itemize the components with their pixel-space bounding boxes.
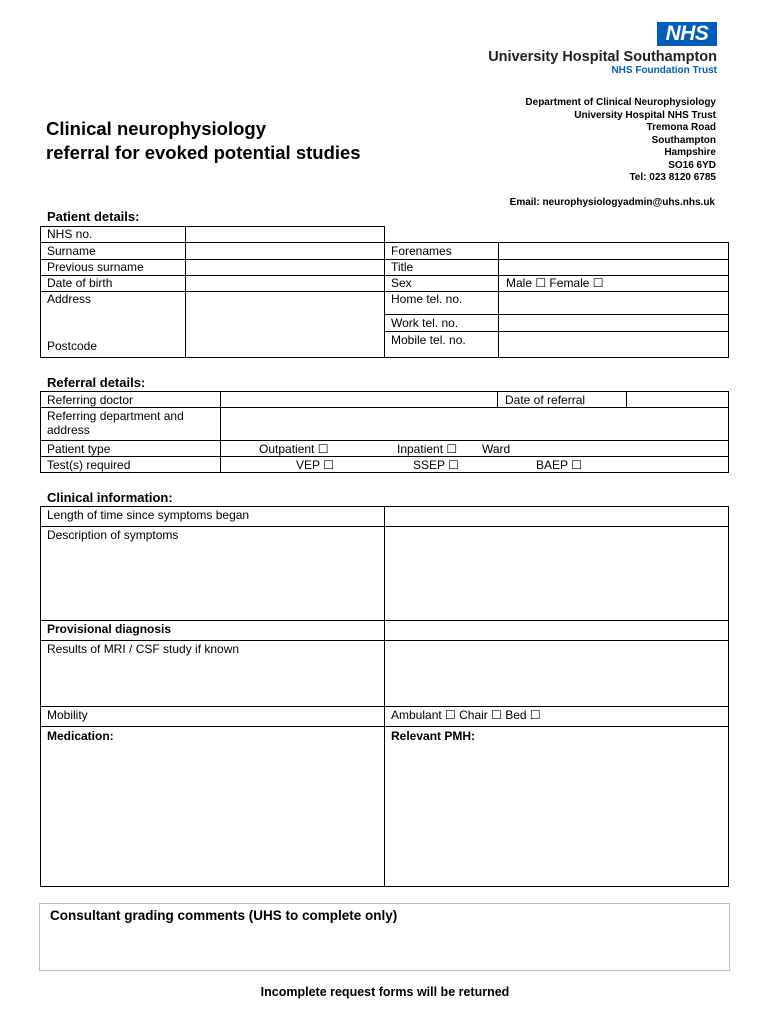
patient-type-label: Patient type — [47, 442, 111, 456]
forenames-field[interactable] — [499, 243, 727, 258]
home-tel-field[interactable] — [499, 292, 727, 313]
provisional-diagnosis-label: Provisional diagnosis — [47, 622, 172, 636]
referring-doctor-label: Referring doctor — [47, 393, 134, 407]
trust-subtitle: NHS Foundation Trust — [611, 65, 717, 76]
contact-email: Email: neurophysiologyadmin@uhs.nhs.uk — [509, 197, 715, 208]
referring-dept-label-line1: Referring department and — [47, 409, 184, 423]
home-tel-label: Home tel. no. — [391, 292, 463, 306]
previous-surname-field[interactable] — [186, 260, 383, 275]
forenames-label: Forenames — [391, 244, 452, 258]
referring-doctor-field[interactable] — [221, 392, 496, 407]
title-label: Title — [391, 260, 414, 274]
mobile-tel-label: Mobile tel. no. — [391, 333, 466, 347]
form-title — [46, 117, 361, 164]
address-field[interactable] — [186, 292, 383, 356]
previous-surname-label: Previous surname — [47, 260, 144, 274]
surname-label: Surname — [47, 244, 96, 258]
symptoms-description-label: Description of symptoms — [47, 528, 179, 542]
address-line: Tremona Road — [646, 122, 716, 133]
address-line: Department of Clinical Neurophysiology — [525, 97, 716, 108]
baep-checkbox[interactable]: BAEP ☐ — [536, 458, 582, 472]
work-tel-label: Work tel. no. — [391, 316, 459, 330]
inpatient-checkbox[interactable]: Inpatient ☐ — [397, 442, 458, 456]
address-line: SO16 6YD — [668, 159, 716, 171]
address-line: Hampshire — [664, 147, 716, 158]
outpatient-checkbox[interactable]: Outpatient ☐ — [259, 442, 329, 456]
mobile-tel-field[interactable] — [499, 332, 727, 356]
medication-field[interactable] — [41, 745, 383, 885]
symptoms-description-field[interactable] — [385, 527, 727, 620]
footer-note: Incomplete request forms will be returned — [260, 985, 510, 999]
telephone: Tel: 023 8120 6785 — [629, 172, 716, 183]
sex-label: Sex — [391, 276, 412, 290]
title-field[interactable] — [499, 260, 727, 275]
nhs-no-field[interactable] — [186, 227, 383, 242]
referring-dept-field[interactable] — [221, 408, 727, 440]
ward-field[interactable] — [520, 441, 727, 456]
postcode-label: Postcode — [47, 339, 98, 353]
trust-name: University Hospital Southampton — [488, 49, 717, 65]
mri-csf-label: Results of MRI / CSF study if known — [47, 642, 240, 656]
address-label: Address — [47, 292, 92, 306]
symptom-duration-label: Length of time since symptoms began — [47, 508, 250, 522]
patient-details-heading: Patient details: — [47, 209, 140, 224]
consultant-grading-title: Consultant grading comments (UHS to complete only) — [50, 908, 398, 923]
surname-field[interactable] — [186, 243, 383, 258]
dob-label: Date of birth — [47, 276, 113, 290]
vep-checkbox[interactable]: VEP ☐ — [296, 458, 334, 472]
symptom-duration-field[interactable] — [385, 507, 727, 526]
address-line: Southampton — [651, 134, 716, 146]
referring-dept-label-line2: address — [47, 423, 90, 437]
mobility-label: Mobility — [47, 708, 88, 722]
referring-dept-label — [47, 409, 184, 437]
work-tel-field[interactable] — [499, 315, 727, 330]
referral-details-heading: Referral details: — [47, 375, 146, 390]
sex-checkboxes[interactable]: Male ☐ Female ☐ — [506, 276, 604, 290]
ssep-checkbox[interactable]: SSEP ☐ — [413, 458, 459, 472]
relevant-pmh-field[interactable] — [385, 745, 727, 885]
form-title-line2: referral for evoked potential studies — [46, 141, 361, 163]
mri-csf-field[interactable] — [385, 641, 727, 706]
date-of-referral-label: Date of referral — [505, 393, 586, 407]
provisional-diagnosis-field[interactable] — [385, 621, 727, 640]
dob-field[interactable] — [186, 276, 383, 291]
form-title-line1: Clinical neurophysiology — [46, 118, 266, 139]
date-of-referral-field[interactable] — [627, 392, 727, 407]
nhs-logo: NHS — [657, 22, 717, 46]
medication-label: Medication: — [47, 729, 114, 743]
clinical-info-heading: Clinical information: — [47, 490, 173, 505]
relevant-pmh-label: Relevant PMH: — [391, 729, 476, 743]
nhs-no-label: NHS no. — [47, 227, 93, 241]
ward-label: Ward — [482, 442, 511, 456]
department-address — [525, 97, 716, 185]
tests-required-label: Test(s) required — [47, 458, 131, 472]
address-line: University Hospital NHS Trust — [574, 109, 716, 121]
mobility-checkboxes[interactable]: Ambulant ☐ Chair ☐ Bed ☐ — [391, 708, 541, 722]
